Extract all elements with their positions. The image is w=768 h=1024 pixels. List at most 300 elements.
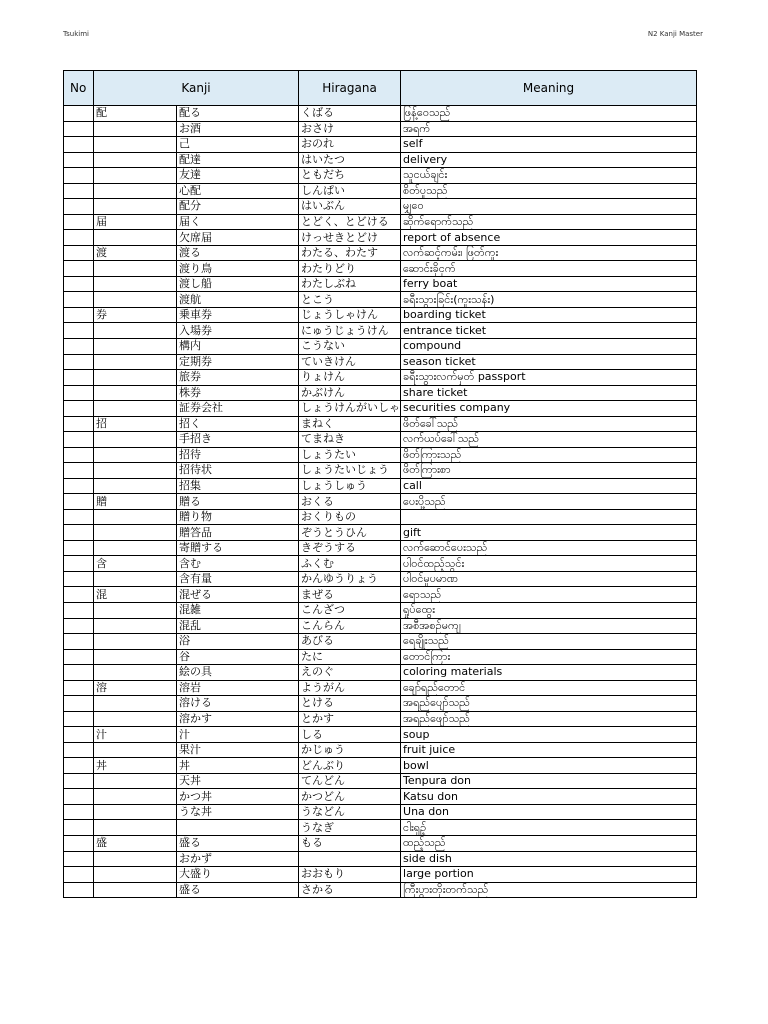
- cell-word: 構内: [177, 338, 299, 354]
- cell-kanji: 渡: [94, 245, 177, 261]
- cell-no: [64, 851, 94, 867]
- cell-reading: かぶけん: [299, 385, 401, 401]
- cell-no: [64, 804, 94, 820]
- table-row: [64, 323, 697, 339]
- cell-meaning: ပါဝင်မှုပမာဏ: [401, 571, 697, 587]
- cell-meaning: share ticket: [401, 385, 697, 401]
- cell-word: 招待: [177, 447, 299, 463]
- cell-meaning: [401, 509, 697, 525]
- table-row: [64, 432, 697, 448]
- cell-meaning: လက်ဆောင်ပေးသည်: [401, 540, 697, 556]
- table-row: [64, 742, 697, 758]
- cell-word: 混雑: [177, 603, 299, 619]
- cell-meaning: တောင်ကြား: [401, 649, 697, 665]
- cell-kanji: [94, 370, 177, 386]
- cell-no: [64, 401, 94, 417]
- cell-kanji: [94, 509, 177, 525]
- cell-kanji: 盛: [94, 835, 177, 851]
- table-row: [64, 696, 697, 712]
- cell-word: 大盛り: [177, 867, 299, 883]
- cell-meaning: ခရီးသွားခြင်း(ကူးသန်း): [401, 292, 697, 308]
- cell-reading: りょけん: [299, 370, 401, 386]
- table-row: [64, 276, 697, 292]
- cell-no: [64, 152, 94, 168]
- cell-kanji: [94, 773, 177, 789]
- table-row: [64, 603, 697, 619]
- table-row: [64, 851, 697, 867]
- cell-kanji: 贈: [94, 494, 177, 510]
- cell-reading: じょうしゃけん: [299, 307, 401, 323]
- cell-reading: うなぎ: [299, 820, 401, 836]
- cell-meaning: coloring materials: [401, 665, 697, 681]
- cell-word: 混ぜる: [177, 587, 299, 603]
- cell-kanji: 券: [94, 307, 177, 323]
- cell-word: 汁: [177, 727, 299, 743]
- cell-no: [64, 183, 94, 199]
- cell-reading: こんざつ: [299, 603, 401, 619]
- table-row: [64, 509, 697, 525]
- cell-kanji: [94, 463, 177, 479]
- table-row: [64, 245, 697, 261]
- cell-word: 配る: [177, 106, 299, 122]
- cell-kanji: [94, 447, 177, 463]
- table-row: [64, 882, 697, 898]
- table-row: [64, 525, 697, 541]
- cell-word: 贈る: [177, 494, 299, 510]
- cell-meaning: အရည်ဖျော်သည်: [401, 711, 697, 727]
- cell-meaning: compound: [401, 338, 697, 354]
- cell-word: 丼: [177, 758, 299, 774]
- cell-meaning: season ticket: [401, 354, 697, 370]
- cell-kanji: [94, 820, 177, 836]
- table-row: [64, 338, 697, 354]
- cell-no: [64, 416, 94, 432]
- cell-reading: ふくむ: [299, 556, 401, 572]
- cell-meaning: ခရီးသွားလက်မှတ် passport: [401, 370, 697, 386]
- cell-meaning: လက်ဆင့်ကမ်း၊ ဖြတ်ကူး: [401, 245, 697, 261]
- cell-reading: しょうしゅう: [299, 478, 401, 494]
- cell-no: [64, 711, 94, 727]
- cell-kanji: [94, 618, 177, 634]
- cell-no: [64, 478, 94, 494]
- cell-word: 絵の具: [177, 665, 299, 681]
- cell-kanji: 溶: [94, 680, 177, 696]
- cell-word: 配分: [177, 199, 299, 215]
- table-row: [64, 307, 697, 323]
- cell-reading: はいたつ: [299, 152, 401, 168]
- cell-reading: かじゅう: [299, 742, 401, 758]
- cell-reading: てまねき: [299, 432, 401, 448]
- cell-kanji: [94, 649, 177, 665]
- cell-no: [64, 245, 94, 261]
- cell-word: 浴: [177, 634, 299, 650]
- table-row: [64, 416, 697, 432]
- table-row: [64, 634, 697, 650]
- table-row: [64, 230, 697, 246]
- cell-no: [64, 649, 94, 665]
- table-row: [64, 478, 697, 494]
- table-row: [64, 199, 697, 215]
- cell-kanji: [94, 867, 177, 883]
- cell-word: 贈り物: [177, 509, 299, 525]
- cell-word: 株券: [177, 385, 299, 401]
- cell-kanji: [94, 261, 177, 277]
- cell-word: 届く: [177, 214, 299, 230]
- cell-word: 天丼: [177, 773, 299, 789]
- cell-reading: しょうけんがいしゃ: [299, 401, 401, 417]
- table-row: [64, 820, 697, 836]
- cell-no: [64, 571, 94, 587]
- table-row: [64, 789, 697, 805]
- table-row: [64, 354, 697, 370]
- cell-reading: [299, 851, 401, 867]
- cell-no: [64, 463, 94, 479]
- cell-kanji: [94, 696, 177, 712]
- cell-meaning: ထည့်သည်: [401, 835, 697, 851]
- cell-no: [64, 323, 94, 339]
- cell-kanji: [94, 385, 177, 401]
- cell-word: 盛る: [177, 882, 299, 898]
- cell-kanji: [94, 354, 177, 370]
- cell-no: [64, 665, 94, 681]
- cell-meaning: Una don: [401, 804, 697, 820]
- column-header-hiragana: Hiragana: [299, 71, 401, 106]
- cell-word: 旅券: [177, 370, 299, 386]
- cell-reading: ぞうとうひん: [299, 525, 401, 541]
- cell-kanji: 含: [94, 556, 177, 572]
- cell-meaning: ပါဝင်ထည့်သွင်း: [401, 556, 697, 572]
- cell-no: [64, 137, 94, 153]
- cell-reading: わたりどり: [299, 261, 401, 277]
- table-row: [64, 571, 697, 587]
- cell-no: [64, 494, 94, 510]
- cell-no: [64, 540, 94, 556]
- cell-kanji: [94, 634, 177, 650]
- cell-reading: しょうたいじょう: [299, 463, 401, 479]
- table-row: [64, 556, 697, 572]
- cell-no: [64, 618, 94, 634]
- table-body: [64, 106, 697, 898]
- cell-no: [64, 509, 94, 525]
- cell-kanji: 汁: [94, 727, 177, 743]
- table-row: [64, 649, 697, 665]
- table-row: [64, 385, 697, 401]
- table-row: [64, 867, 697, 883]
- cell-reading: にゅうじょうけん: [299, 323, 401, 339]
- table-row: [64, 727, 697, 743]
- cell-kanji: [94, 851, 177, 867]
- cell-meaning: ရှုပ်ထွေး: [401, 603, 697, 619]
- cell-reading: おのれ: [299, 137, 401, 153]
- cell-word: 手招き: [177, 432, 299, 448]
- cell-word: 渡航: [177, 292, 299, 308]
- cell-word: 盛る: [177, 835, 299, 851]
- cell-meaning: ဖိတ်ခေါ်သည်: [401, 416, 697, 432]
- cell-meaning: ကြီးပွားတိုးတက်သည်: [401, 882, 697, 898]
- cell-kanji: [94, 183, 177, 199]
- cell-word: 渡る: [177, 245, 299, 261]
- table-row: [64, 587, 697, 603]
- cell-no: [64, 199, 94, 215]
- cell-reading: ともだち: [299, 168, 401, 184]
- cell-reading: たに: [299, 649, 401, 665]
- cell-no: [64, 835, 94, 851]
- cell-no: [64, 354, 94, 370]
- cell-word: 果汁: [177, 742, 299, 758]
- cell-reading: うなどん: [299, 804, 401, 820]
- cell-word: 混乱: [177, 618, 299, 634]
- cell-meaning: ချော်ရည်တောင်: [401, 680, 697, 696]
- cell-reading: くばる: [299, 106, 401, 122]
- cell-word: 招待状: [177, 463, 299, 479]
- cell-meaning: စိတ်ပူသည်: [401, 183, 697, 199]
- cell-meaning: အရက်: [401, 121, 697, 137]
- cell-reading: わたしぶね: [299, 276, 401, 292]
- cell-meaning: gift: [401, 525, 697, 541]
- cell-meaning: ရောသည်: [401, 587, 697, 603]
- table-row: [64, 711, 697, 727]
- cell-meaning: call: [401, 478, 697, 494]
- cell-word: 入場券: [177, 323, 299, 339]
- cell-meaning: အရည်ပျော်သည်: [401, 696, 697, 712]
- cell-meaning: လက်ယပ်ခေါ်သည်: [401, 432, 697, 448]
- cell-word: 溶ける: [177, 696, 299, 712]
- cell-reading: はいぶん: [299, 199, 401, 215]
- cell-reading: かんゆうりょう: [299, 571, 401, 587]
- cell-no: [64, 680, 94, 696]
- cell-no: [64, 556, 94, 572]
- cell-kanji: [94, 432, 177, 448]
- cell-no: [64, 696, 94, 712]
- cell-no: [64, 385, 94, 401]
- cell-reading: こうない: [299, 338, 401, 354]
- cell-meaning: securities company: [401, 401, 697, 417]
- cell-kanji: [94, 276, 177, 292]
- cell-kanji: [94, 525, 177, 541]
- cell-reading: てんどん: [299, 773, 401, 789]
- cell-meaning: သူငယ်ချင်း: [401, 168, 697, 184]
- cell-word: 友達: [177, 168, 299, 184]
- cell-word: [177, 820, 299, 836]
- cell-kanji: [94, 152, 177, 168]
- cell-no: [64, 230, 94, 246]
- cell-kanji: [94, 603, 177, 619]
- cell-reading: しんぱい: [299, 183, 401, 199]
- header-left-text: Tsukimi: [63, 30, 89, 38]
- cell-meaning: fruit juice: [401, 742, 697, 758]
- cell-reading: おくりもの: [299, 509, 401, 525]
- table-row: [64, 168, 697, 184]
- cell-meaning: ferry boat: [401, 276, 697, 292]
- cell-word: 配達: [177, 152, 299, 168]
- cell-no: [64, 587, 94, 603]
- cell-kanji: [94, 168, 177, 184]
- cell-reading: とける: [299, 696, 401, 712]
- cell-no: [64, 121, 94, 137]
- cell-reading: しる: [299, 727, 401, 743]
- cell-meaning: side dish: [401, 851, 697, 867]
- cell-meaning: ဖြန့်ဝေသည်: [401, 106, 697, 122]
- table-row: [64, 261, 697, 277]
- table-row: [64, 137, 697, 153]
- cell-meaning: entrance ticket: [401, 323, 697, 339]
- cell-word: 招く: [177, 416, 299, 432]
- cell-kanji: [94, 121, 177, 137]
- cell-reading: とこう: [299, 292, 401, 308]
- cell-kanji: [94, 540, 177, 556]
- table-row: [64, 121, 697, 137]
- cell-no: [64, 338, 94, 354]
- cell-meaning: soup: [401, 727, 697, 743]
- cell-word: 欠席届: [177, 230, 299, 246]
- column-header-kanji: Kanji: [94, 71, 299, 106]
- column-header-no: No: [64, 71, 94, 106]
- cell-word: 心配: [177, 183, 299, 199]
- cell-no: [64, 773, 94, 789]
- cell-reading: まねく: [299, 416, 401, 432]
- table-row: [64, 401, 697, 417]
- cell-meaning: delivery: [401, 152, 697, 168]
- table-row: [64, 680, 697, 696]
- table-row: [64, 447, 697, 463]
- table-row: [64, 773, 697, 789]
- table-row: [64, 370, 697, 386]
- column-header-meaning: Meaning: [401, 71, 697, 106]
- cell-word: 招集: [177, 478, 299, 494]
- table-row: [64, 835, 697, 851]
- cell-reading: おさけ: [299, 121, 401, 137]
- cell-no: [64, 168, 94, 184]
- cell-meaning: ငါးရှဥ့်: [401, 820, 697, 836]
- cell-kanji: [94, 882, 177, 898]
- cell-kanji: 招: [94, 416, 177, 432]
- cell-kanji: 届: [94, 214, 177, 230]
- cell-word: 証券会社: [177, 401, 299, 417]
- cell-reading: ようがん: [299, 680, 401, 696]
- cell-kanji: [94, 401, 177, 417]
- cell-no: [64, 789, 94, 805]
- cell-meaning: ရေချိုးသည်: [401, 634, 697, 650]
- cell-no: [64, 867, 94, 883]
- table-row: [64, 665, 697, 681]
- cell-no: [64, 727, 94, 743]
- cell-kanji: [94, 137, 177, 153]
- cell-meaning: ပေးပို့သည်: [401, 494, 697, 510]
- cell-meaning: ဆိုက်ရောက်သည်: [401, 214, 697, 230]
- cell-word: 含む: [177, 556, 299, 572]
- cell-meaning: မျှဝေ: [401, 199, 697, 215]
- cell-word: おかず: [177, 851, 299, 867]
- table-row: [64, 758, 697, 774]
- cell-meaning: report of absence: [401, 230, 697, 246]
- cell-kanji: [94, 804, 177, 820]
- table-row: [64, 618, 697, 634]
- cell-meaning: Tenpura don: [401, 773, 697, 789]
- table-row: [64, 214, 697, 230]
- cell-reading: どんぶり: [299, 758, 401, 774]
- cell-word: うな丼: [177, 804, 299, 820]
- cell-meaning: ဖိတ်ကြားသည်: [401, 447, 697, 463]
- cell-kanji: 混: [94, 587, 177, 603]
- cell-no: [64, 447, 94, 463]
- cell-reading: とかす: [299, 711, 401, 727]
- cell-word: 溶かす: [177, 711, 299, 727]
- cell-meaning: Katsu don: [401, 789, 697, 805]
- table-row: [64, 463, 697, 479]
- cell-reading: えのぐ: [299, 665, 401, 681]
- cell-word: 渡し船: [177, 276, 299, 292]
- cell-no: [64, 742, 94, 758]
- cell-reading: ていきけん: [299, 354, 401, 370]
- cell-kanji: [94, 230, 177, 246]
- cell-kanji: [94, 571, 177, 587]
- cell-word: 含有量: [177, 571, 299, 587]
- cell-no: [64, 432, 94, 448]
- cell-word: かつ丼: [177, 789, 299, 805]
- cell-kanji: [94, 478, 177, 494]
- cell-reading: おおもり: [299, 867, 401, 883]
- cell-no: [64, 634, 94, 650]
- cell-word: 己: [177, 137, 299, 153]
- cell-word: 贈答品: [177, 525, 299, 541]
- cell-no: [64, 307, 94, 323]
- cell-kanji: [94, 323, 177, 339]
- cell-meaning: self: [401, 137, 697, 153]
- cell-no: [64, 276, 94, 292]
- cell-meaning: ဖိတ်ကြားစာ: [401, 463, 697, 479]
- cell-reading: もる: [299, 835, 401, 851]
- cell-kanji: [94, 665, 177, 681]
- cell-no: [64, 292, 94, 308]
- cell-no: [64, 370, 94, 386]
- cell-kanji: [94, 711, 177, 727]
- cell-reading: こんらん: [299, 618, 401, 634]
- cell-no: [64, 882, 94, 898]
- cell-reading: かつどん: [299, 789, 401, 805]
- cell-no: [64, 758, 94, 774]
- table-row: [64, 494, 697, 510]
- cell-no: [64, 106, 94, 122]
- vocabulary-table: [63, 70, 697, 898]
- cell-meaning: large portion: [401, 867, 697, 883]
- cell-reading: あびる: [299, 634, 401, 650]
- cell-word: お酒: [177, 121, 299, 137]
- table-row: [64, 106, 697, 122]
- cell-word: 定期券: [177, 354, 299, 370]
- table-header: [64, 71, 697, 106]
- cell-kanji: [94, 338, 177, 354]
- cell-reading: さかる: [299, 882, 401, 898]
- cell-word: 溶岩: [177, 680, 299, 696]
- cell-word: 渡り鳥: [177, 261, 299, 277]
- cell-no: [64, 603, 94, 619]
- cell-reading: まぜる: [299, 587, 401, 603]
- table-row: [64, 292, 697, 308]
- cell-reading: けっせきとどけ: [299, 230, 401, 246]
- cell-word: 乗車券: [177, 307, 299, 323]
- cell-no: [64, 820, 94, 836]
- cell-reading: おくる: [299, 494, 401, 510]
- cell-kanji: [94, 789, 177, 805]
- cell-reading: きぞうする: [299, 540, 401, 556]
- table-row: [64, 540, 697, 556]
- cell-word: 寄贈する: [177, 540, 299, 556]
- cell-no: [64, 525, 94, 541]
- table-row: [64, 152, 697, 168]
- cell-reading: わたる、わたす: [299, 245, 401, 261]
- cell-kanji: [94, 199, 177, 215]
- cell-meaning: အစီအစဉ်မကျ: [401, 618, 697, 634]
